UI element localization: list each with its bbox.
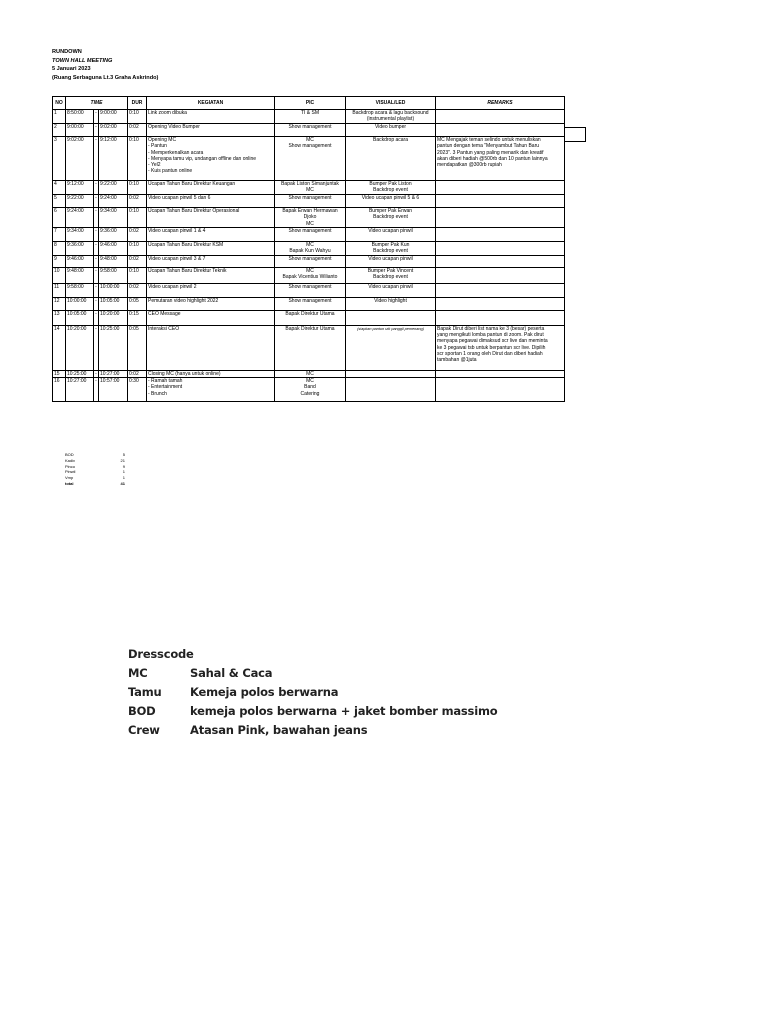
row-pic	[275, 227, 346, 241]
dresscode-row	[128, 702, 497, 721]
row-duration: 0:10	[128, 110, 147, 124]
summary-value: 41	[120, 480, 125, 486]
summary-value: 5	[122, 452, 125, 457]
dresscode-role: MC	[128, 666, 148, 680]
row-visual	[346, 110, 436, 124]
row-remarks-line: scr sportan 1 orang oleh Dirut dan diberi hadiah	[437, 351, 543, 358]
row-kegiatan	[147, 195, 275, 208]
row-pic-line: Bapak Direktur Utama	[285, 310, 335, 317]
row-kegiatan	[147, 110, 275, 124]
row-start-time: 10:25:00	[66, 370, 94, 377]
row-time-separator: -	[94, 267, 99, 283]
row-pic-line: TI & SM	[300, 110, 320, 116]
row-visual-line: Backdrop acara	[372, 137, 409, 143]
row-visual	[346, 124, 436, 137]
row-pic	[275, 137, 346, 181]
row-number: 16	[53, 378, 66, 402]
table-row	[53, 325, 565, 370]
row-start-time: 9:48:00	[66, 267, 94, 283]
dresscode-row	[128, 721, 497, 740]
row-pic	[275, 255, 346, 267]
table-row	[53, 378, 565, 402]
row-pic-line: MC	[306, 241, 314, 248]
dresscode-attire: kemeja polos berwarna + jaket bomber massimo	[190, 704, 498, 718]
row-kegiatan	[147, 241, 275, 255]
row-kegiatan-line: - Menyapa tamu vip, undangan offline dan online	[148, 155, 257, 162]
row-pic-line: MC	[306, 137, 314, 143]
row-duration: 0:02	[128, 283, 147, 297]
row-end-time: 10:27:00	[99, 370, 128, 377]
row-remarks	[436, 208, 565, 228]
dresscode-title: Dresscode	[128, 647, 194, 661]
row-time-separator: -	[94, 283, 99, 297]
row-pic-line: Show management	[288, 143, 332, 150]
row-visual	[346, 297, 436, 310]
row-pic	[275, 310, 346, 325]
row-kegiatan	[147, 137, 275, 181]
row-end-time: 10:00:00	[99, 283, 128, 297]
row-time-separator: -	[95, 370, 97, 377]
row-end-time: 9:34:00	[99, 208, 128, 228]
row-remarks-line: yang mengikuti lomba pantun di zoom. Pak dirut	[437, 332, 544, 339]
row-kegiatan-line: Pemutaran video highlight 2022	[148, 297, 219, 304]
row-visual-line: Bumper Pak Liston	[369, 181, 412, 187]
row-pic	[275, 297, 346, 310]
row-kegiatan-line: - Memperkenalkan acara	[148, 149, 204, 156]
row-pic	[275, 208, 346, 228]
row-remarks	[436, 255, 565, 267]
dresscode-section	[128, 645, 497, 740]
row-remarks-line: MC Mengajak teman selindo untuk menuliskan	[437, 137, 541, 143]
row-visual-line: Video ucapan pinwil	[368, 227, 413, 234]
row-start-time: 9:34:00	[66, 227, 94, 241]
row-duration: 0:02	[128, 195, 147, 208]
row-start-time: 9:58:00	[66, 283, 94, 297]
table-header-row	[53, 97, 565, 110]
row-pic	[275, 267, 346, 283]
row-duration: 0:10	[128, 181, 147, 195]
row-remarks-line: Bapak Dirut diberi list nama ke 3 (besar) peserta	[437, 325, 545, 332]
row-end-time: 9:22:00	[99, 181, 128, 195]
row-pic-line: MC	[306, 187, 314, 194]
row-duration: 0:10	[128, 267, 147, 283]
summary-row	[65, 481, 125, 487]
dresscode-role: BOD	[128, 704, 156, 718]
col-header-pic: PIC	[275, 97, 346, 110]
row-duration: 0:05	[128, 297, 147, 310]
row-kegiatan	[147, 310, 275, 325]
row-pic	[275, 195, 346, 208]
row-pic-line: Show management	[288, 227, 332, 234]
table-row	[53, 181, 565, 195]
row-kegiatan-line: - Pantun	[148, 143, 167, 150]
row-remarks	[436, 241, 565, 255]
row-pic	[275, 370, 346, 377]
row-time-separator: -	[94, 124, 99, 137]
row-kegiatan-line: - Entertainment	[148, 384, 183, 391]
row-remarks	[436, 283, 565, 297]
row-end-time: 9:58:00	[99, 267, 128, 283]
row-pic-line: Djoko	[303, 214, 317, 221]
row-remarks	[436, 227, 565, 241]
row-visual-line: Backdrop acara & lagu backsound	[352, 110, 429, 116]
col-header-no: NO	[53, 97, 66, 110]
row-visual-line: Video ucapan pinwil 5 & 6	[361, 195, 420, 201]
table-row	[53, 241, 565, 255]
row-pic-line: Band	[304, 384, 316, 391]
row-time-separator: -	[94, 310, 99, 325]
summary-label: Kadiv	[65, 457, 76, 463]
row-duration: 0:10	[128, 137, 147, 181]
row-kegiatan-line: - Ramah tamah	[148, 378, 183, 385]
row-remarks-line: mendapatkan @300rb rupiah	[437, 162, 502, 169]
row-kegiatan-line: Video ucapan pinwil 1 & 4	[148, 227, 206, 234]
row-visual-line: Video bumper	[374, 124, 407, 130]
row-time-separator: -	[94, 241, 99, 255]
row-number: 11	[53, 283, 66, 297]
row-remarks	[436, 110, 565, 124]
table-row	[53, 310, 565, 325]
row-remarks-line: pantun dengan tema "Menyambut Tahun Baru	[437, 143, 540, 150]
dresscode-role: Tamu	[128, 685, 162, 699]
row-kegiatan	[147, 378, 275, 402]
row-pic-line: MC	[306, 267, 314, 274]
table-row	[53, 208, 565, 228]
row-end-time: 9:36:00	[99, 227, 128, 241]
row-remarks	[436, 378, 565, 402]
row-kegiatan-line: - Kuis pantun online	[148, 168, 193, 175]
row-remarks	[436, 310, 565, 325]
table-row	[53, 297, 565, 310]
row-number: 10	[53, 267, 66, 283]
row-number: 1	[53, 110, 66, 124]
row-number: 8	[53, 241, 66, 255]
row-kegiatan-line: - Yel2	[148, 162, 161, 169]
table-row	[53, 227, 565, 241]
row-duration: 0:02	[128, 370, 147, 377]
row-start-time: 9:00:00	[66, 124, 94, 137]
row-visual-line: Video highlight	[374, 297, 407, 304]
row-time-separator: -	[94, 227, 99, 241]
row-end-time: 9:24:00	[99, 195, 128, 208]
table-row	[53, 195, 565, 208]
row-kegiatan	[147, 267, 275, 283]
row-number: 6	[53, 208, 66, 228]
col-header-kegiatan: KEGIATAN	[147, 97, 275, 110]
row-kegiatan-line: Closing MC (hanya untuk online)	[148, 370, 221, 377]
row-remarks-line: tambahan @1juta	[437, 357, 477, 364]
row-time-separator: -	[94, 255, 99, 267]
row-kegiatan-line: Ucapan Tahun Baru Direktur Operasional	[148, 208, 240, 214]
row-kegiatan-line: - Brunch	[148, 390, 167, 397]
row-kegiatan	[147, 208, 275, 228]
row-kegiatan-line: Video ucapan pinwil 2	[148, 283, 197, 290]
row-visual-line: Bumper Pak Kun	[371, 241, 410, 248]
dresscode-row	[128, 683, 497, 702]
row-start-time: 9:46:00	[66, 255, 94, 267]
row-pic	[275, 124, 346, 137]
row-end-time: 10:25:00	[99, 325, 128, 370]
row-visual	[346, 137, 436, 181]
row-visual	[346, 325, 436, 370]
header-date: 5 Januari 2023	[52, 66, 91, 73]
row-pic	[275, 325, 346, 370]
row-duration: 0:05	[128, 325, 147, 370]
row-start-time: 10:00:00	[66, 297, 94, 310]
row-number: 2	[53, 124, 66, 137]
row-end-time: 9:12:00	[99, 137, 128, 181]
row-duration: 0:30	[128, 378, 147, 402]
table-row	[53, 267, 565, 283]
row-end-time: 10:57:00	[99, 378, 128, 402]
row-start-time: 9:24:00	[66, 208, 94, 228]
row-pic-line: Catering	[300, 390, 320, 397]
row-pic	[275, 181, 346, 195]
row-number: 4	[53, 181, 66, 195]
row-visual-line: (instrumental playlist)	[366, 116, 415, 123]
col-header-dur: DUR	[128, 97, 147, 110]
row-kegiatan	[147, 227, 275, 241]
row-start-time: 10:20:00	[66, 325, 94, 370]
summary-label: Pinco	[65, 463, 76, 469]
row-visual-line: Bumper Pak Vincent	[367, 267, 414, 274]
row-time-separator: -	[94, 195, 99, 208]
row-kegiatan-line: Video ucapan pinwil 3 & 7	[148, 255, 206, 262]
summary-label: Vmp	[65, 475, 74, 481]
row-remarks	[436, 195, 565, 208]
row-pic-line: Show management	[288, 283, 332, 290]
row-kegiatan	[147, 325, 275, 370]
row-pic-line: Show management	[288, 297, 332, 304]
row-visual	[346, 181, 436, 195]
col-header-time: TIME	[66, 97, 128, 110]
row-kegiatan-line: Video ucapan pinwil 5 dan 6	[148, 195, 211, 201]
row-time-separator: -	[94, 208, 99, 228]
row-pic	[275, 283, 346, 297]
rundown-table	[52, 96, 565, 402]
row-remarks	[436, 181, 565, 195]
summary-label: Pinwil	[65, 469, 76, 475]
row-visual-line: Video ucapan pinwil	[368, 283, 413, 290]
row-kegiatan	[147, 297, 275, 310]
row-pic-line: Bapak Erwan Hermawan	[282, 208, 338, 214]
dresscode-attire: Atasan Pink, bawahan jeans	[190, 723, 368, 737]
row-kegiatan-line: Ucapan Tahun Baru Direktur Keuangan	[148, 181, 236, 187]
row-visual-line: (siapkan pantun utk panggil pemenang)	[357, 326, 424, 331]
row-visual	[346, 267, 436, 283]
row-pic-line: Bapak Direktur Utama	[285, 325, 335, 332]
attendance-summary	[65, 452, 125, 487]
row-number: 12	[53, 297, 66, 310]
row-pic-line: Bapak Liston Simanjuntak	[281, 181, 339, 187]
row-pic	[275, 241, 346, 255]
row-pic-line: Show management	[288, 255, 332, 262]
row-duration: 0:10	[128, 241, 147, 255]
row-end-time: 9:02:00	[99, 124, 128, 137]
row-visual	[346, 195, 436, 208]
row-remarks	[436, 124, 565, 137]
summary-label: BOD	[65, 452, 74, 457]
col-header-visual: VISUAL/LED	[346, 97, 436, 110]
row-time-separator: -	[94, 378, 99, 402]
table-row	[53, 124, 565, 137]
row-pic	[275, 378, 346, 402]
row-start-time: 9:36:00	[66, 241, 94, 255]
table-row	[53, 370, 565, 377]
row-remarks	[436, 370, 565, 377]
row-number: 13	[53, 310, 66, 325]
row-remarks-line: akan diberi hadiah @500rb dan 10 pantun lainnya	[437, 155, 548, 162]
row-number: 15	[53, 370, 66, 377]
row-time-separator: -	[94, 137, 99, 181]
row-remarks-line: ke 3 pegawai tsb untuk berpantun scr live. Dipilih	[437, 344, 546, 351]
row-visual	[346, 370, 436, 377]
summary-label: total	[65, 480, 74, 486]
row-remarks-line: 2023". 3 Pantun yang paling menarik dan kreatif	[437, 149, 544, 156]
row-remarks	[436, 325, 565, 370]
dresscode-attire: Sahal & Caca	[190, 666, 273, 680]
row-pic-line: Show management	[288, 124, 332, 130]
header-venue: (Ruang Serbaguna Lt.3 Graha Askrindo)	[52, 74, 159, 81]
summary-value: 21	[120, 457, 125, 463]
row-number: 7	[53, 227, 66, 241]
row-number: 5	[53, 195, 66, 208]
row-kegiatan-line: Ucapan Tahun Baru Direktur Teknik	[148, 267, 227, 274]
row-visual	[346, 227, 436, 241]
row-kegiatan	[147, 370, 275, 377]
row-kegiatan	[147, 181, 275, 195]
row-start-time: 9:12:00	[66, 181, 94, 195]
row-remarks	[436, 297, 565, 310]
row-number: 14	[53, 325, 66, 370]
row-visual-line: Backdrop event	[373, 274, 408, 281]
row-end-time: 9:00:00	[99, 110, 128, 124]
row-pic-line: MC	[306, 370, 314, 377]
row-remarks-line: menyapa pegawai dimaksud scr live dan meminta	[437, 338, 548, 345]
row-visual-line: Backdrop event	[373, 248, 408, 255]
row-pic-line: Show management	[288, 195, 332, 201]
row-kegiatan-line: Link zoom dibuka	[148, 110, 187, 116]
row-visual	[346, 283, 436, 297]
row-pic-line: MC	[306, 220, 314, 227]
dresscode-role: Crew	[128, 723, 160, 737]
row-visual	[346, 255, 436, 267]
row-visual	[346, 241, 436, 255]
row-pic-line: Bapak Vicentius Wilianto	[282, 274, 338, 281]
row-duration: 0:02	[128, 255, 147, 267]
row-kegiatan	[147, 124, 275, 137]
row-kegiatan-line: Opening Video Bumper	[148, 124, 200, 130]
row-number: 3	[53, 137, 66, 181]
summary-value: 1	[122, 475, 125, 481]
row-time-separator: -	[94, 297, 99, 310]
summary-value: 9	[122, 463, 125, 469]
dresscode-attire: Kemeja polos berwarna	[190, 685, 339, 699]
row-end-time: 9:46:00	[99, 241, 128, 255]
row-kegiatan	[147, 283, 275, 297]
row-end-time: 9:48:00	[99, 255, 128, 267]
row-number: 9	[53, 255, 66, 267]
row-duration: 0:02	[128, 124, 147, 137]
row-kegiatan-line: Opening MC	[148, 137, 177, 143]
row-visual-line: Bumper Pak Erwan	[368, 208, 413, 214]
row-remarks	[436, 137, 565, 181]
row-duration: 0:02	[128, 227, 147, 241]
row-visual	[346, 310, 436, 325]
row-visual	[346, 378, 436, 402]
header-event-name: TOWN HALL MEETING	[52, 57, 113, 64]
summary-value: 1	[122, 469, 125, 475]
row-visual	[346, 208, 436, 228]
row-time-separator: -	[94, 325, 99, 370]
row-start-time: 10:27:00	[66, 378, 94, 402]
row-visual-line: Backdrop event	[373, 214, 408, 221]
row-duration: 0:15	[128, 310, 147, 325]
row-pic-line: Bapak Kun Wahyu	[289, 248, 331, 255]
row-visual-line: Video ucapan pinwil	[368, 255, 413, 262]
dresscode-row	[128, 664, 497, 683]
row-pic	[275, 110, 346, 124]
row-kegiatan	[147, 255, 275, 267]
table-row	[53, 137, 565, 181]
col-header-remarks: REMARKS	[436, 97, 565, 110]
table-row	[53, 255, 565, 267]
table-row	[53, 110, 565, 124]
row-start-time: 10:05:00	[66, 310, 94, 325]
row-pic-line: MC	[306, 378, 314, 385]
table-row	[53, 283, 565, 297]
header-title: RUNDOWN	[52, 49, 82, 55]
row-time-separator: -	[94, 181, 99, 195]
row-start-time: 9:22:00	[66, 195, 94, 208]
row-time-separator: -	[94, 110, 99, 124]
row-start-time: 9:02:00	[66, 137, 94, 181]
row-kegiatan-line: CEO Message	[148, 310, 181, 317]
row-remarks	[436, 267, 565, 283]
row-kegiatan-line: Ucapan Tahun Baru Direktur KSM	[148, 241, 224, 248]
row-end-time: 10:05:00	[99, 297, 128, 310]
row-end-time: 10:20:00	[99, 310, 128, 325]
row-visual-line: Backdrop event	[373, 187, 408, 194]
document-header	[52, 48, 158, 82]
row-start-time: 8:50:00	[66, 110, 94, 124]
row-duration: 0:10	[128, 208, 147, 228]
row-kegiatan-line: Interaksi CEO	[148, 325, 180, 332]
stray-cell-border	[564, 127, 586, 142]
